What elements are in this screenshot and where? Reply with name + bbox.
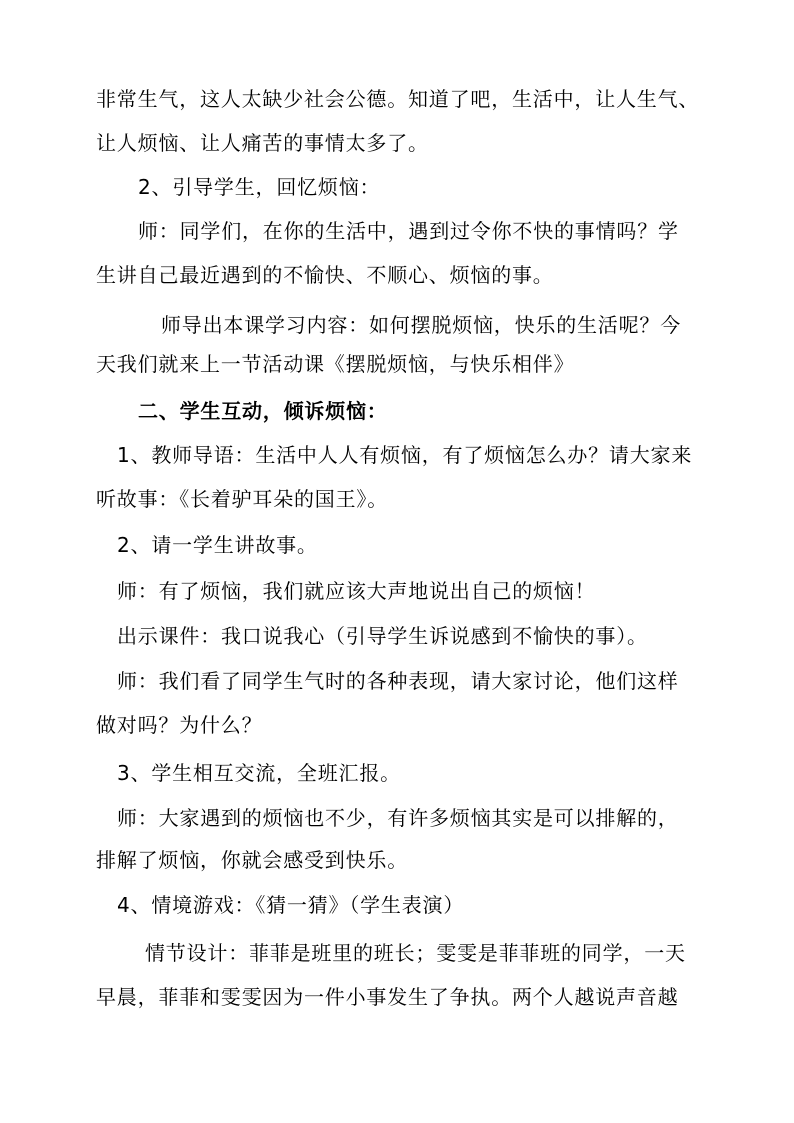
paragraph-7: 2、请一学生讲故事。 [117, 533, 318, 557]
paragraph-13: 4、情境游戏：《猜一猜》（学生表演） [117, 893, 465, 917]
paragraph-1-line-2: 让人烦恼、让人痛苦的事情太多了。 [96, 131, 429, 155]
paragraph-3-line-2: 生讲自己最近遇到的不愉快、不顺心、烦恼的事。 [96, 263, 554, 287]
paragraph-4-line-2: 天我们就来上一节活动课《摆脱烦恼，与快乐相伴》 [96, 352, 575, 376]
paragraph-11: 3、学生相互交流，全班汇报。 [117, 761, 401, 785]
section-heading: 二、学生互动，倾诉烦恼： [138, 399, 388, 423]
paragraph-3-line-1: 师：同学们，在你的生活中，遇到过令你不快的事情吗？学 [138, 219, 679, 243]
paragraph-14-line-1: 情节设计：菲菲是班里的班长；雯雯是菲菲班的同学，一天 [145, 941, 686, 965]
paragraph-4-line-1: 师导出本课学习内容：如何摆脱烦恼，快乐的生活呢？今 [161, 313, 681, 337]
paragraph-10-line-1: 师：我们看了同学生气时的各种表现，请大家讨论，他们这样 [117, 669, 679, 693]
paragraph-6-line-2: 听故事：《长着驴耳朵的国王》。 [96, 487, 388, 511]
paragraph-10-line-2: 做对吗？为什么？ [96, 713, 263, 737]
paragraph-12-line-2: 排解了烦恼，你就会感受到快乐。 [96, 848, 408, 872]
paragraph-9: 出示课件：我口说我心（引导学生诉说感到不愉快的事）。 [117, 624, 648, 648]
paragraph-14-line-2: 早晨，菲菲和雯雯因为一件小事发生了争执。两个人越说声音越 [96, 985, 679, 1009]
paragraph-6-line-1: 1、教师导语：生活中人人有烦恼，有了烦恼怎么办？请大家来 [117, 443, 693, 467]
paragraph-8: 师：有了烦恼，我们就应该大声地说出自己的烦恼！ [117, 579, 596, 603]
paragraph-2: 2、引导学生，回忆烦恼： [138, 175, 381, 199]
paragraph-12-line-1: 师：大家遇到的烦恼也不少，有许多烦恼其实是可以排解的， [117, 806, 679, 830]
paragraph-1-line-1: 非常生气，这人太缺少社会公德。知道了吧，生活中，让人生气、 [96, 87, 700, 111]
